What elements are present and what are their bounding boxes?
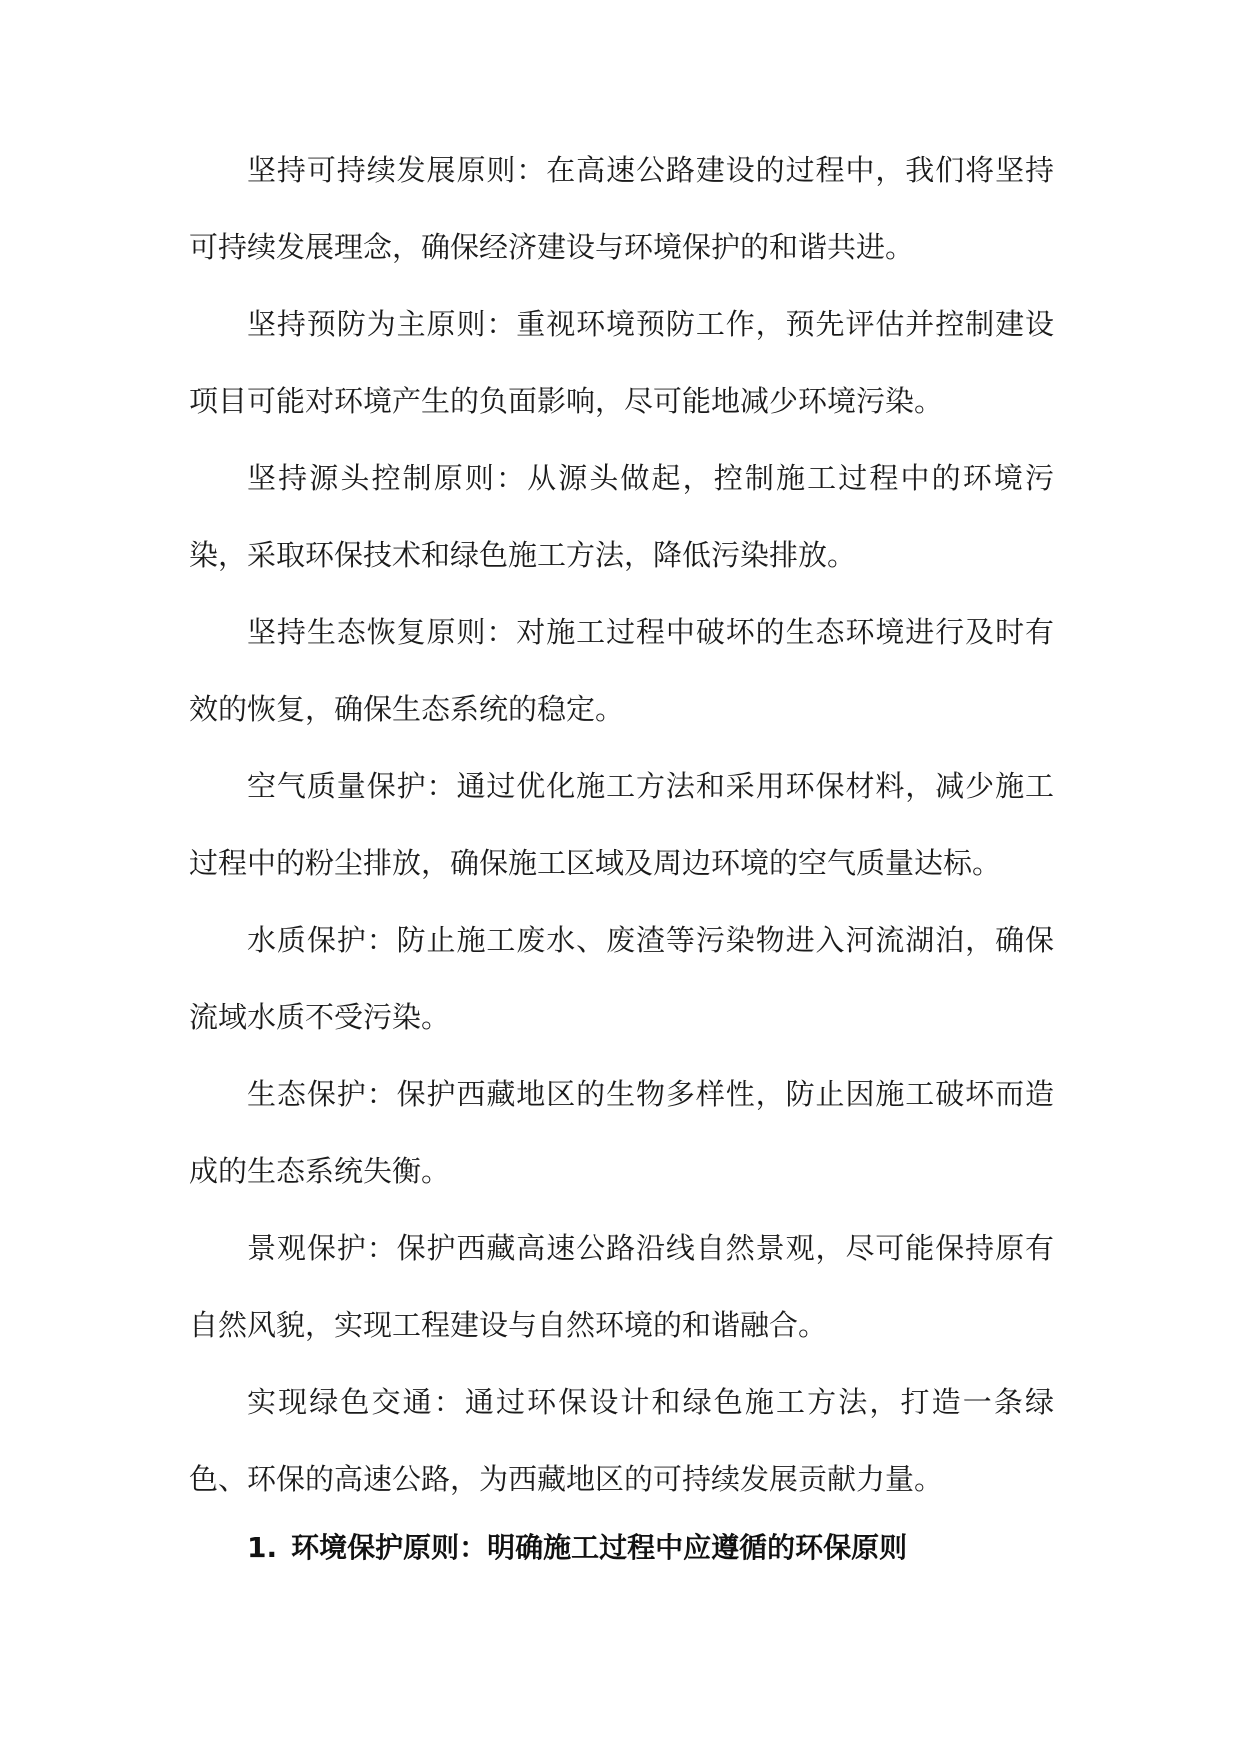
paragraph-landscape-protection: 景观保护：保护西藏高速公路沿线自然景观，尽可能保持原有自然风貌，实现工程建设与自然环境的和谐融合。 bbox=[189, 1231, 1054, 1342]
paragraph-source-control: 坚持源头控制原则：从源头做起，控制施工过程中的环境污染，采取环保技术和绿色施工方法，降低污染排放。 bbox=[189, 461, 1054, 572]
paragraph-sustainable-development: 坚持可持续发展原则：在高速公路建设的过程中，我们将坚持可持续发展理念，确保经济建设与环境保护的和谐共进。 bbox=[189, 153, 1054, 264]
paragraph-water-quality: 水质保护：防止施工废水、废渣等污染物进入河流湖泊，确保流域水质不受污染。 bbox=[189, 923, 1054, 1034]
section-title: 环境保护原则：明确施工过程中应遵循的环保原则 bbox=[291, 1531, 908, 1564]
section-number: 1. bbox=[247, 1531, 278, 1564]
paragraph-prevention-first: 坚持预防为主原则：重视环境预防工作，预先评估并控制建设项目可能对环境产生的负面影响，尽可能地减少环境污染。 bbox=[189, 307, 1054, 418]
paragraph-air-quality: 空气质量保护：通过优化施工方法和采用环保材料，减少施工过程中的粉尘排放，确保施工区域及周边环境的空气质量达标。 bbox=[189, 769, 1054, 880]
paragraph-ecological-restoration: 坚持生态恢复原则：对施工过程中破坏的生态环境进行及时有效的恢复，确保生态系统的稳定。 bbox=[189, 615, 1054, 726]
paragraph-ecological-protection: 生态保护：保护西藏地区的生物多样性，防止因施工破坏而造成的生态系统失衡。 bbox=[189, 1077, 1054, 1188]
section-heading bbox=[247, 1528, 907, 1568]
paragraph-green-transport: 实现绿色交通：通过环保设计和绿色施工方法，打造一条绿色、环保的高速公路，为西藏地区的可持续发展贡献力量。 bbox=[189, 1385, 1054, 1496]
